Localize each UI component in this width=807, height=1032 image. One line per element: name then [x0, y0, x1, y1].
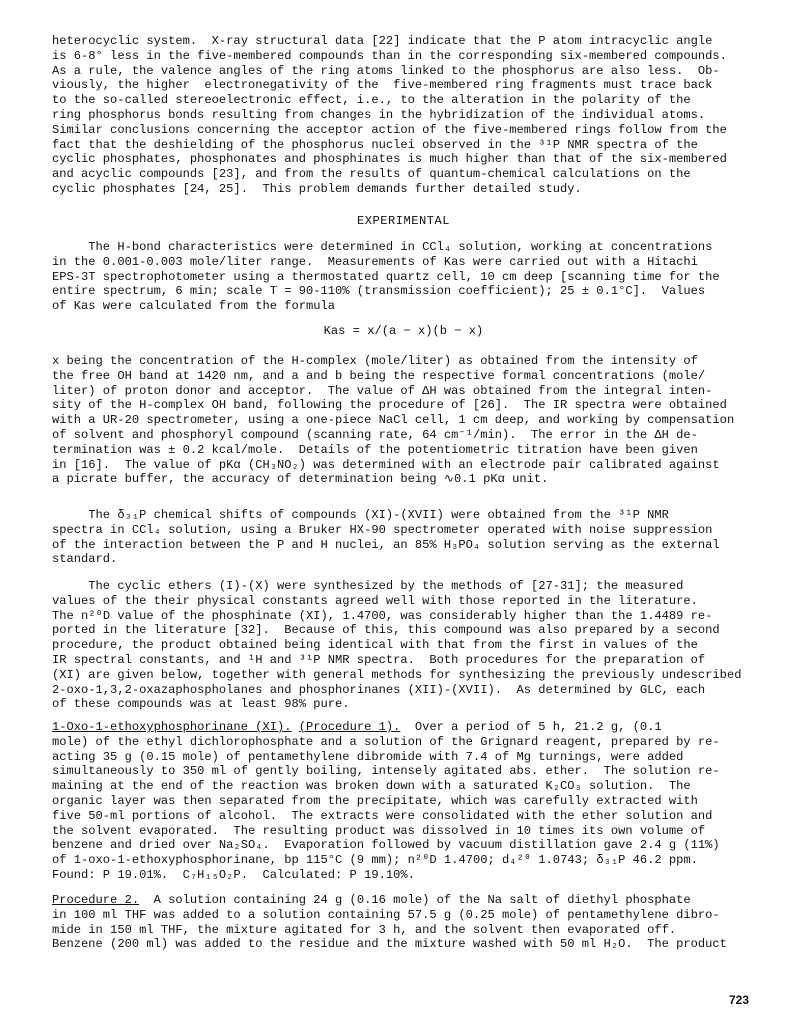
text-line: heterocyclic system. X-ray structural data [22] indicate that the P atom intracyclic angle: [52, 34, 713, 48]
procedure-2-paragraph: [52, 893, 754, 952]
text-fragment: A solution containing 24 g (0.16 mole) of the Na salt of diethyl phosphate: [139, 893, 691, 907]
ethers-paragraph: [52, 579, 754, 712]
text-line: with a UR-20 spectrometer, using a one-piece NaCl cell, 1 cm deep, and working by compensation: [52, 413, 735, 428]
text-line: sity of the H-complex OH band, following the procedure of [26]. The IR spectra were obtained: [52, 398, 727, 413]
text-line: the solvent evaporated. The resulting product was dissolved in 10 times its own volume of: [52, 823, 706, 838]
text-line: maining at the end of the reaction was broken down with a saturated K₂CO₃ solution. The: [52, 779, 691, 794]
hbond-paragraph: [52, 240, 754, 314]
intro-paragraph: [52, 34, 754, 197]
text-line: cyclic phosphates [24, 25]. This problem demands further detailed study.: [52, 181, 582, 196]
text-line: The n²⁰D value of the phosphinate (XI), 1.4700, was considerably higher than the 1.4489 re-: [52, 608, 713, 623]
text-line: procedure, the product obtained being identical with that from the first in values of the: [52, 638, 698, 653]
nmr-paragraph: [52, 508, 754, 567]
text-line: of the interaction between the P and H nuclei, an 85% H₃PO₄ solution serving as the external: [52, 537, 720, 552]
text-line: spectra in CCl₄ solution, using a Bruker HX-90 spectrometer operated with noise suppression: [52, 522, 713, 537]
text-line: IR spectral constants, and ¹H and ³¹P NMR spectra. Both procedures for the preparation of: [52, 652, 706, 667]
text-line: cyclic phosphates, phosphonates and phosphinates is much higher than that of the six-membered: [52, 152, 727, 167]
text-line: and acyclic compounds [23], and from the results of quantum-chemical calculations on the: [52, 167, 691, 182]
text-line: [52, 720, 754, 735]
text-line: mole) of the ethyl dichlorophosphate and a solution of the Grignard reagent, prepared by re-: [52, 734, 720, 749]
text-line: in 100 ml THF was added to a solution containing 57.5 g (0.25 mole) of pentamethylene dibro-: [52, 907, 720, 922]
section-heading: EXPERIMENTAL: [356, 214, 451, 228]
text-line: Similar conclusions concerning the acceptor action of the five-membered rings follow from the: [52, 122, 727, 137]
text-line: acting 35 g (0.15 mole) of pentamethylene dibromide with 7.4 of Mg turnings, were added: [52, 749, 684, 764]
text-line: benzene and dried over Na₂SO₄. Evaporation followed by vacuum distillation gave 2.4 g (11%): [52, 838, 720, 853]
text-line: EPS-3T spectrophotometer using a thermostated quartz cell, 10 cm deep [scanning time for the: [52, 269, 720, 284]
text-line: The cyclic ethers (I)-(X) were synthesized by the methods of [27-31]; the measured: [52, 579, 684, 593]
text-line: in the 0.001-0.003 mole/liter range. Measurements of Kas were carried out with a Hitachi: [52, 254, 698, 269]
kas-formula: Kas = x/(a − x)(b − x): [323, 324, 484, 338]
text-line: the free OH band at 1420 nm, and a and b being the respective formal concentrations (mole/: [52, 368, 706, 383]
text-line: of these compounds was at least 98% pure.: [52, 697, 350, 712]
procedure-label: Procedure 2.: [52, 893, 140, 907]
text-line: of Kas were calculated from the formula: [52, 299, 336, 314]
text-line: values of the their physical constants agreed well with those reported in the literature.: [52, 593, 698, 608]
text-line: ring phosphorus bonds resulting from changes in the hybridization of the individual atoms.: [52, 107, 706, 122]
text-line: liter) of proton donor and acceptor. The value of ΔH was obtained from the integral inten-: [52, 383, 713, 398]
text-line: 2-oxo-1,3,2-oxazaphospholanes and phosphorinanes (XII)-(XVII). As determined by GLC, each: [52, 682, 706, 697]
text-line: As a rule, the valence angles of the ring atoms linked to the phosphorus are also less. Ob-: [52, 63, 720, 78]
text-line: ported in the literature [32]. Because of this, this compound was also prepared by a second: [52, 623, 720, 638]
compound-title: 1-Oxo-1-ethoxyphosphorinane (XI).: [52, 720, 292, 734]
text-line: a picrate buffer, the accuracy of determination being ∿0.1 pKα unit.: [52, 472, 549, 487]
text-line: standard.: [52, 552, 118, 567]
procedure-1-paragraph: [52, 720, 754, 883]
page-number: 723: [728, 993, 749, 1007]
text-line: in [16]. The value of pKα (CH₃NO₂) was determined with an electrode pair calibrated against: [52, 457, 720, 472]
text-line: The δ₃₁P chemical shifts of compounds (XI)-(XVII) were obtained from the ³¹P NMR: [52, 508, 669, 522]
text-fragment: Over a period of 5 h, 21.2 g, (0.1: [400, 720, 662, 734]
text-line: simultaneously to 350 ml of gently boiling, intensely agitated abs. ether. The solution re-: [52, 764, 720, 779]
text-line: is 6-8° less in the five-membered compounds than in the corresponding six-membered compounds.: [52, 48, 727, 63]
text-line: to the so-called stereoelectronic effect, i.e., to the alteration in the polarity of the: [52, 93, 691, 108]
text-line: of 1-oxo-1-ethoxyphosphorinane, bp 115°C (9 mm); n²⁰D 1.4700; d₄²⁰ 1.0743; δ₃₁P 46.2 ppm.: [52, 853, 698, 868]
text-line: Benzene (200 ml) was added to the residue and the mixture washed with 50 ml H₂O. The product: [52, 937, 727, 952]
text-line: viously, the higher electronegativity of the five-membered ring fragments must trace back: [52, 78, 713, 93]
text-line: entire spectrum, 6 min; scale T = 90-110% (transmission coefficient); 25 ± 0.1°C]. Values: [52, 284, 706, 299]
text-line: mide in 150 ml THF, the mixture agitated for 3 h, and the solvent then evaporated off.: [52, 922, 677, 937]
text-line: Found: P 19.01%. C₇H₁₅O₂P. Calculated: P 19.10%.: [52, 867, 415, 882]
text-line: termination was ± 0.2 kcal/mole. Details of the potentiometric titration have been given: [52, 442, 698, 457]
procedure-label: (Procedure 1).: [298, 720, 401, 734]
text-line: x being the concentration of the H-complex (mole/liter) as obtained from the intensity of: [52, 354, 698, 368]
text-line: [52, 893, 754, 908]
text-line: five 50-ml portions of alcohol. The extracts were consolidated with the ether solution and: [52, 808, 713, 823]
text-line: organic layer was then separated from the precipitate, which was carefully extracted with: [52, 793, 698, 808]
text-line: The H-bond characteristics were determined in CCl₄ solution, working at concentrations: [52, 240, 713, 254]
text-line: of solvent and phosphoryl compound (scanning rate, 64 cm⁻¹/min). The error in the ΔH de-: [52, 427, 698, 442]
concentration-paragraph: [52, 354, 754, 487]
text-line: fact that the deshielding of the phosphorus nuclei observed in the ³¹P NMR spectra of the: [52, 137, 698, 152]
text-line: (XI) are given below, together with general methods for synthesizing the previously undescribed: [52, 667, 742, 682]
